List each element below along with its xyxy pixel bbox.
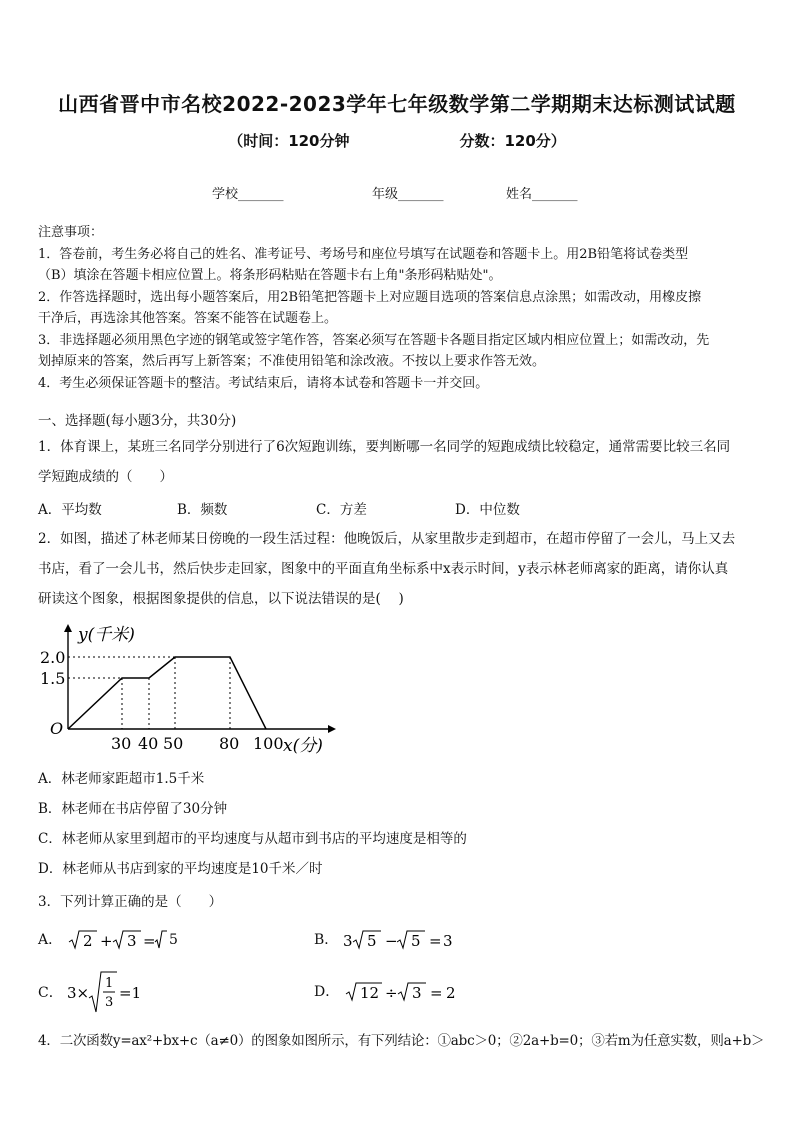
notice-line: 3．非选择题必须用黑色字迹的钢笔或签字笔作答，答案必须写在答题卡各题目指定区域内相应位置上；如需改动，先 (38, 332, 710, 348)
options-row (38, 495, 758, 525)
x-axis-arrow (328, 725, 336, 733)
svg-text:1: 1 (105, 976, 114, 991)
option-a[interactable]: A．林老师家距超市1.5千米 (38, 771, 205, 787)
notice-line: 1．答卷前，考生务必将自己的姓名、准考证号、考场号和座位号填写在试题卷和答题卡上。用2B铅笔将试卷类型 (38, 246, 689, 262)
y-tick-label: 2.0 (40, 648, 66, 667)
question-4 (38, 1026, 765, 1056)
formula-a (67, 928, 167, 952)
distance-time-graph (38, 618, 338, 758)
origin-label: O (50, 719, 64, 738)
notice-line: （B）填涂在答题卡相应位置上。将条形码粘贴在答题卡右上角"条形码粘贴处"。 (38, 268, 502, 283)
svg-text:3: 3 (105, 995, 114, 1010)
svg-text:=1: =1 (119, 984, 142, 1002)
option-b[interactable]: B．林老师在书店停留了30分钟 (38, 801, 228, 817)
question-text: 4．二次函数y=ax²+bx+c（a≠0）的图象如图所示，有下列结论：①abc＞0；②2a+b=0；③若m为任意实数，则a+b＞ (38, 1033, 765, 1049)
name-field[interactable]: 姓名_______ (506, 187, 578, 202)
svg-text:=: = (429, 984, 443, 1002)
svg-text:5: 5 (366, 932, 377, 950)
svg-text:3×: 3× (67, 984, 90, 1002)
formula-c (67, 970, 142, 1016)
notice-heading: 注意事项： (38, 225, 104, 240)
x-tick-label: 40 (138, 734, 159, 753)
question-2 (38, 524, 758, 614)
svg-text:=: = (142, 932, 156, 950)
option-label: B． (314, 932, 339, 948)
svg-text:3: 3 (411, 984, 422, 1002)
notice-line: 干净后，再选涂其他答案。答案不能答在试题卷上。 (38, 311, 338, 326)
svg-text:12: 12 (359, 984, 379, 1002)
question-3 (38, 887, 758, 917)
option-c[interactable] (38, 970, 142, 1016)
x-tick-label: 100 (253, 734, 284, 753)
option-d[interactable]: D．林老师从书店到家的平均速度是10千米／时 (38, 861, 323, 877)
svg-text:5: 5 (410, 932, 421, 950)
formula-b (343, 928, 455, 952)
option-label: D． (314, 984, 340, 1000)
question-1 (38, 432, 758, 525)
y-axis-label: y(千米) (78, 625, 135, 645)
school-field[interactable]: 学校_______ (212, 187, 284, 202)
question-text: 3．下列计算正确的是（ ） (38, 894, 223, 910)
question-text: 学短跑成绩的（ ） (38, 469, 173, 485)
option-d[interactable] (314, 980, 464, 1004)
svg-text:+: + (99, 932, 113, 950)
distance-line (68, 657, 266, 729)
svg-text:3: 3 (126, 932, 137, 950)
grade-field[interactable]: 年级_______ (372, 187, 444, 202)
x-tick-label: 50 (163, 734, 184, 753)
question-text: 1．体育课上，某班三名同学分别进行了6次短跑训练，要判断哪一名同学的短跑成绩比较稳定，通常需要比较三名同 (38, 439, 731, 455)
x-tick-label: 80 (219, 734, 240, 753)
question-2-options (38, 764, 758, 884)
svg-text:÷: ÷ (384, 984, 398, 1002)
option-b[interactable] (314, 928, 455, 952)
question-text: 书店，看了一会儿书，然后快步走回家，图象中的平面直角坐标系中x表示时间，y表示林老师离家的距离，请你认真 (38, 561, 729, 577)
formula-d (344, 980, 464, 1004)
notice-section (38, 222, 758, 394)
svg-text:−: − (384, 932, 398, 950)
y-tick-label: 1.5 (40, 669, 66, 688)
y-axis-arrow (64, 624, 72, 632)
option-c[interactable]: C．方差 (316, 502, 367, 518)
exam-info (0, 130, 794, 151)
notice-line: 4．考生必须保证答题卡的整洁。考试结束后，请将本试卷和答题卡一并交回。 (38, 375, 489, 391)
section-title: 一、选择题(每小题3分，共30分) (38, 413, 237, 429)
svg-text:2: 2 (445, 984, 456, 1002)
svg-text:3: 3 (442, 932, 453, 950)
notice-line: 2．作答选择题时，选出每小题答案后，用2B铅笔把答题卡上对应题目选项的答案信息点涂黑；如需改动，用橡皮擦 (38, 289, 702, 305)
option-b[interactable]: B．频数 (177, 502, 228, 518)
option-a[interactable]: A． 2 + 3 = 5 (38, 928, 178, 952)
x-tick-label: 30 (111, 734, 132, 753)
notice-line: 划掉原来的答案，然后再写上新答案；不准使用铅笔和涂改液。不按以上要求作答无效。 (38, 354, 546, 369)
svg-text:2: 2 (82, 932, 93, 950)
time-limit: （时间：120分钟 (228, 132, 350, 150)
total-score: 分数：120分） (459, 132, 566, 150)
question-text: 研读这个图象，根据图象提供的信息，以下说法错误的是( ) (38, 591, 404, 607)
svg-text:3: 3 (342, 932, 353, 950)
option-c[interactable]: C．林老师从家里到超市的平均速度与从超市到书店的平均速度是相等的 (38, 831, 467, 847)
svg-text:=: = (428, 932, 442, 950)
question-text: 2．如图，描述了林老师某日傍晚的一段生活过程：他晚饭后，从家里散步走到超市，在超市停留了一会儿，马上又去 (38, 531, 736, 547)
x-axis-label: x(分) (283, 736, 323, 756)
page-title: 山西省晋中市名校2022-2023学年七年级数学第二学期期末达标测试试题 (58, 92, 736, 116)
option-a[interactable]: A．平均数 (38, 502, 102, 518)
option-label: A． (38, 932, 63, 948)
option-d[interactable]: D．中位数 (455, 502, 520, 518)
option-label: C． (38, 985, 63, 1001)
